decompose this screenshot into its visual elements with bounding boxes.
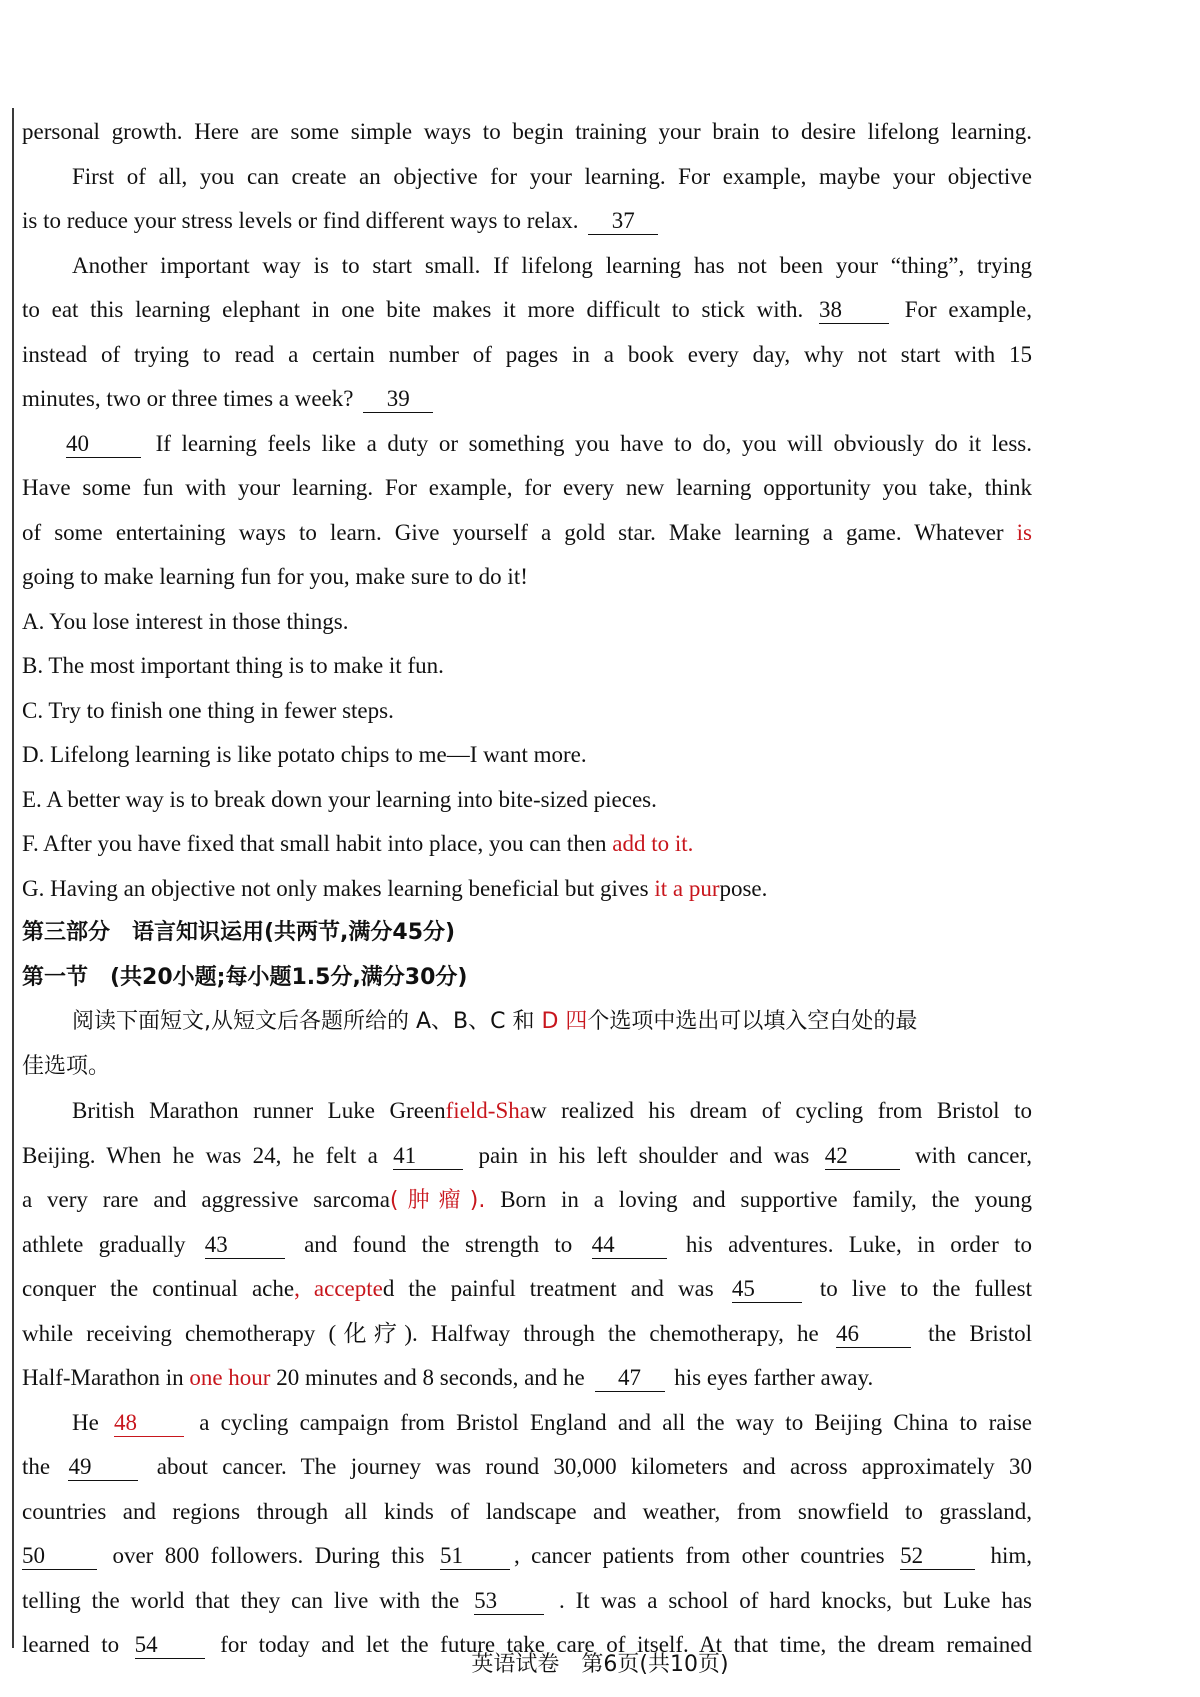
red-mark-text: D 四 — [541, 1009, 588, 1034]
cloze-line — [22, 1356, 1032, 1401]
cloze-text: for today and let the future take care of itself. At that time, the dream remained — [220, 1632, 1032, 1657]
passage-line: Another important way is to start small. If lifelong learning has not been your “thing”, trying — [72, 252, 1032, 278]
instructions-text: 阅读下面短文,从短文后各题所给的 A、B、C 和 — [72, 1009, 542, 1034]
cloze-text: Born in a loving and supportive family, the young — [485, 1187, 1032, 1212]
red-mark-text: add to it. — [612, 831, 694, 856]
passage-line: going to make learning fun for you, make sure to do it! — [22, 564, 528, 589]
red-mark-text: , accepte — [294, 1276, 383, 1301]
cloze-text: Beijing. When he was 24, he felt a — [22, 1142, 378, 1168]
red-mark-text: field-Sha — [445, 1098, 530, 1123]
cloze-text: , cancer patients from other countries — [513, 1543, 885, 1568]
blank-54: 54 — [135, 1632, 205, 1659]
option-text: pose. — [719, 875, 768, 901]
cloze-text: the — [22, 1454, 51, 1479]
cloze-line — [22, 1267, 1032, 1312]
cloze-line — [22, 1534, 1032, 1579]
red-mark-text: (肿瘤). — [389, 1188, 486, 1213]
cloze-text: learned to — [22, 1632, 120, 1657]
blank-44: 44 — [592, 1232, 667, 1259]
cloze-line — [22, 1134, 1032, 1179]
cloze-text: pain in his left shoulder and was — [478, 1142, 810, 1168]
passage-line — [22, 511, 1032, 556]
cloze-text: . It was a school of hard knocks, but Luke has — [558, 1587, 1033, 1613]
blank-42: 42 — [825, 1143, 900, 1170]
blank-40: 40 — [66, 431, 141, 458]
left-margin-rule — [12, 108, 14, 1648]
passage-line: personal growth. Here are some simple ways to begin training your brain to desire lifelong learning. — [22, 119, 1032, 144]
option-c: C. Try to finish one thing in fewer steps. — [22, 697, 394, 723]
blank-37: 37 — [588, 208, 658, 235]
cloze-text: 20 minutes and 8 seconds, and he — [270, 1365, 585, 1390]
part-three-heading: 第三部分 语言知识运用(共两节,满分45分) — [22, 920, 456, 945]
cloze-text: athlete gradually — [22, 1231, 186, 1257]
passage-line — [22, 377, 1032, 422]
cloze-line — [22, 1401, 1032, 1446]
passage-text: For example, — [904, 297, 1033, 322]
blank-49: 49 — [68, 1454, 138, 1481]
blank-51: 51 — [440, 1543, 510, 1570]
red-mark-text: one hour — [189, 1365, 271, 1390]
cloze-line — [22, 1579, 1032, 1624]
cloze-text: while receiving chemotherapy (化疗). Halfway through the chemotherapy, he — [22, 1320, 819, 1346]
cloze-text: his eyes farther away. — [674, 1365, 874, 1390]
passage-line: instead of trying to read a certain number of pages in a book every day, why not start with 15 — [22, 341, 1032, 367]
option-g — [22, 867, 1032, 912]
cloze-text: telling the world that they can live with the — [22, 1587, 460, 1613]
option-f — [22, 822, 1032, 867]
cloze-text: w realized his dream of cycling from Bristol to — [529, 1098, 1032, 1123]
option-text: G. Having an objective not only makes learning beneficial but gives — [22, 875, 655, 901]
cloze-line — [22, 1312, 1032, 1357]
page-content — [22, 110, 1032, 1668]
cloze-text: Half-Marathon in — [22, 1365, 190, 1390]
passage-text: minutes, two or three times a week? — [22, 386, 354, 411]
option-d: D. Lifelong learning is like potato chips to me—I want more. — [22, 742, 587, 767]
cloze-text: about cancer. The journey was round 30,000 kilometers and across approximately 30 — [156, 1454, 1032, 1479]
blank-43: 43 — [205, 1232, 285, 1259]
blank-53: 53 — [474, 1588, 544, 1615]
cloze-text: and found the strength to — [304, 1231, 573, 1257]
blank-52: 52 — [900, 1543, 975, 1570]
option-text: F. After you have fixed that small habit into place, you can then — [22, 831, 613, 856]
red-mark-text: is — [1016, 519, 1032, 545]
red-mark-text: it a pur — [654, 875, 720, 901]
cloze-text: He — [72, 1409, 99, 1435]
cloze-text: d the painful treatment and was — [382, 1276, 714, 1301]
blank-39: 39 — [363, 386, 433, 413]
cloze-text: his adventures. Luke, in order to — [685, 1231, 1033, 1257]
passage-line: First of all, you can create an objective for your learning. For example, maybe your objective — [72, 163, 1032, 189]
cloze-line — [22, 1178, 1032, 1223]
blank-48: 48 — [114, 1410, 184, 1437]
passage-line — [22, 199, 1032, 244]
cloze-text: to live to the fullest — [819, 1276, 1033, 1301]
option-e: E. A better way is to break down your learning into bite-sized pieces. — [22, 786, 657, 812]
cloze-text: a very rare and aggressive sarcoma — [22, 1187, 390, 1212]
section-one-heading: 第一节 (共20小题;每小题1.5分,满分30分) — [22, 964, 468, 990]
cloze-line: countries and regions through all kinds of landscape and weather, from snowfield to grassland, — [22, 1498, 1032, 1524]
passage-text: to eat this learning elephant in one bite makes it more difficult to stick with. — [22, 297, 804, 322]
cloze-text: a cycling campaign from Bristol England and all the way to Beijing China to raise — [199, 1409, 1033, 1435]
cloze-text: with cancer, — [914, 1142, 1032, 1168]
passage-text: is to reduce your stress levels or find different ways to relax. — [22, 208, 579, 233]
passage-line — [22, 422, 1032, 467]
blank-47: 47 — [595, 1365, 665, 1392]
option-b: B. The most important thing is to make it fun. — [22, 653, 444, 678]
cloze-line — [22, 1445, 1032, 1490]
blank-41: 41 — [393, 1143, 463, 1170]
passage-text: If learning feels like a duty or something you have to do, you will obviously do it less. — [155, 430, 1032, 456]
cloze-text: British Marathon runner Luke Green — [72, 1098, 446, 1123]
cloze-line — [22, 1089, 1032, 1134]
cloze-line — [22, 1223, 1032, 1268]
cloze-text: him, — [990, 1543, 1033, 1568]
instructions — [22, 1000, 1032, 1045]
passage-line — [22, 288, 1032, 333]
instructions-text: 个选项中选出可以填入空白处的最 — [587, 1009, 918, 1034]
blank-45: 45 — [732, 1276, 802, 1303]
page-footer: 英语试卷 第6页(共10页) — [471, 1652, 729, 1677]
passage-text: of some entertaining ways to learn. Give yourself a gold star. Make learning a game. Whatever — [22, 519, 1017, 545]
blank-38: 38 — [819, 297, 889, 324]
blank-50: 50 — [22, 1543, 97, 1570]
cloze-text: over 800 followers. During this — [112, 1543, 425, 1568]
instructions: 佳选项。 — [22, 1053, 111, 1079]
cloze-text: the Bristol — [928, 1320, 1033, 1346]
option-a: A. You lose interest in those things. — [22, 608, 349, 634]
cloze-text: conquer the continual ache — [22, 1276, 295, 1301]
passage-line: Have some fun with your learning. For example, for every new learning opportunity you take, think — [22, 475, 1032, 500]
blank-46: 46 — [836, 1321, 911, 1348]
